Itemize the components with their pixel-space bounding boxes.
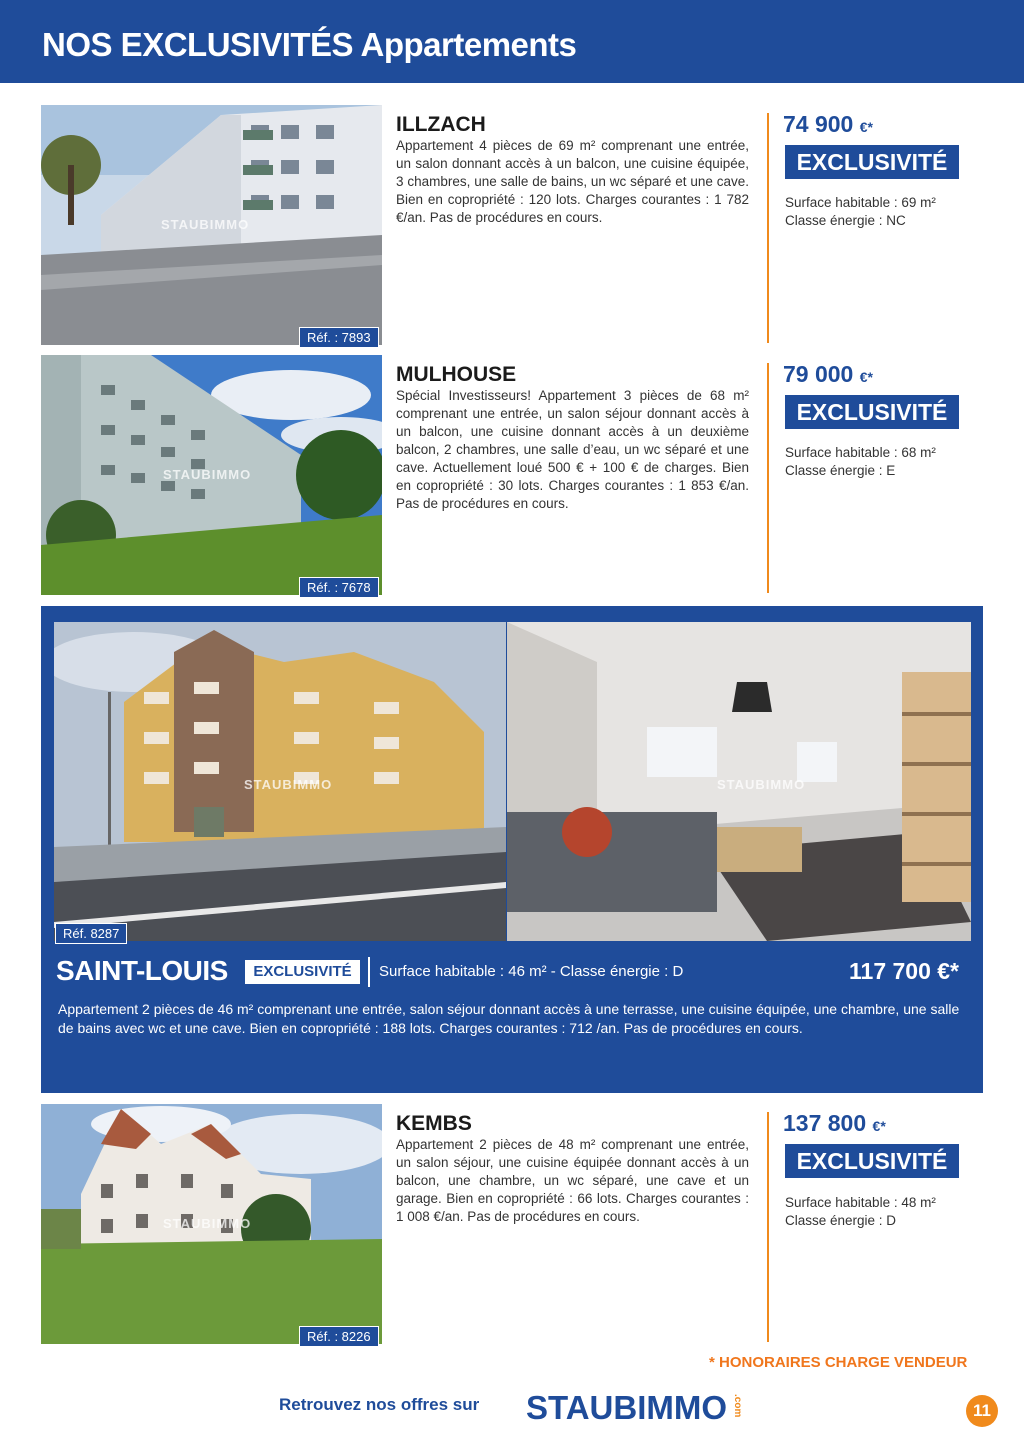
- page-number: 11: [966, 1395, 998, 1427]
- listing-ref: Réf. : 8226: [299, 1326, 379, 1347]
- logo-text: STAUBIMMO: [526, 1389, 728, 1426]
- divider: [368, 957, 370, 987]
- featured-photo-exterior[interactable]: [54, 622, 506, 941]
- featured-ref: Réf. 8287: [55, 923, 127, 944]
- exclusivite-badge: EXCLUSIVITÉ: [785, 395, 959, 429]
- divider: [767, 1112, 769, 1342]
- listing-surface: Surface habitable : 48 m²: [785, 1195, 936, 1210]
- listing-energy: Classe énergie : E: [785, 463, 896, 478]
- listing-photo-mulhouse[interactable]: [41, 355, 382, 595]
- page-title: NOS EXCLUSIVITÉS Appartements: [42, 26, 577, 63]
- featured-price: 117 700 €*: [849, 958, 960, 984]
- honoraires-note: * HONORAIRES CHARGE VENDEUR: [709, 1354, 968, 1371]
- watermark: STAUBIMMO: [163, 467, 252, 482]
- listing-city: MULHOUSE: [396, 363, 517, 386]
- logo-suffix: .com: [732, 1394, 743, 1418]
- exclusivite-badge: EXCLUSIVITÉ: [785, 1144, 959, 1178]
- watermark: STAUBIMMO: [161, 217, 250, 232]
- watermark: STAUBIMMO: [244, 777, 333, 792]
- page-header: [0, 0, 1024, 83]
- listing-ref: Réf. : 7678: [299, 577, 379, 598]
- exclusivite-badge: EXCLUSIVITÉ: [785, 145, 959, 179]
- listing-energy: Classe énergie : NC: [785, 213, 906, 228]
- listing-ref: Réf. : 7893: [299, 327, 379, 348]
- listing-photo-illzach[interactable]: [41, 105, 382, 345]
- listing-price: 79 000 €*: [783, 361, 873, 387]
- listing-price: 137 800 €*: [783, 1110, 886, 1136]
- listing-energy: Classe énergie : D: [785, 1213, 897, 1228]
- watermark: STAUBIMMO: [163, 1216, 252, 1231]
- listing-city: ILLZACH: [396, 113, 486, 136]
- listing-surface: Surface habitable : 68 m²: [785, 445, 936, 460]
- listing-city: KEMBS: [396, 1112, 472, 1135]
- listing-description: Spécial Investisseurs! Appartement 3 pièces de 68 m² comprenant une entrée, un salon séjour donnant accès à un balcon, une cuisine donnant accès à un deuxième balcon, 2 chambres, une salle d’eau, un wc séparé et une cave. Actuellement loué 500 € + 100 € de charges. Bien en copropriété : 30 lots. Charges courantes : 1 853 €/an. Pas de procédures en cours.: [396, 388, 749, 511]
- featured-city: SAINT-LOUIS: [56, 955, 228, 986]
- offers-text: Retrouvez nos offres sur: [279, 1395, 480, 1414]
- featured-exclusivite-badge: EXCLUSIVITÉ: [245, 960, 360, 984]
- listing-description: Appartement 4 pièces de 69 m² comprenant une entrée, un salon donnant accès à un balcon, une cuisine équipée, 3 chambres, une salle de bains, un wc séparé et une cave. Bien en copropriété : 120 lots. Charges courantes : 1 782 €/an. Pas de procédures en cours.: [396, 138, 749, 225]
- listing-description: Appartement 2 pièces de 48 m² comprenant une entrée, un salon séjour, une cuisine équipée donnant accès à un balcon, une chambre, un wc séparé, une cave et un garage. Bien en copropriété : 66 lots. Charges courantes : 1 008 €/an. Pas de procédures en cours.: [396, 1137, 749, 1224]
- divider: [767, 113, 769, 343]
- divider: [767, 363, 769, 593]
- featured-photo-interior[interactable]: [507, 622, 971, 941]
- featured-description: Appartement 2 pièces de 46 m² comprenant une entrée, salon séjour donnant accès à une terrasse, une cuisine équipée, une chambre, une salle de bains avec wc et une cave. Bien en copropriété : 188 lots. Charges courantes : 712 /an. Pas de procédures en cours.: [58, 1001, 960, 1036]
- listing-price: 74 900 €*: [783, 111, 873, 137]
- listing-surface: Surface habitable : 69 m²: [785, 195, 936, 210]
- staubimmo-logo[interactable]: [526, 1386, 746, 1426]
- featured-info: Surface habitable : 46 m² - Classe énergie : D: [379, 963, 684, 980]
- watermark: STAUBIMMO: [717, 777, 806, 792]
- listing-photo-kembs[interactable]: [41, 1104, 382, 1344]
